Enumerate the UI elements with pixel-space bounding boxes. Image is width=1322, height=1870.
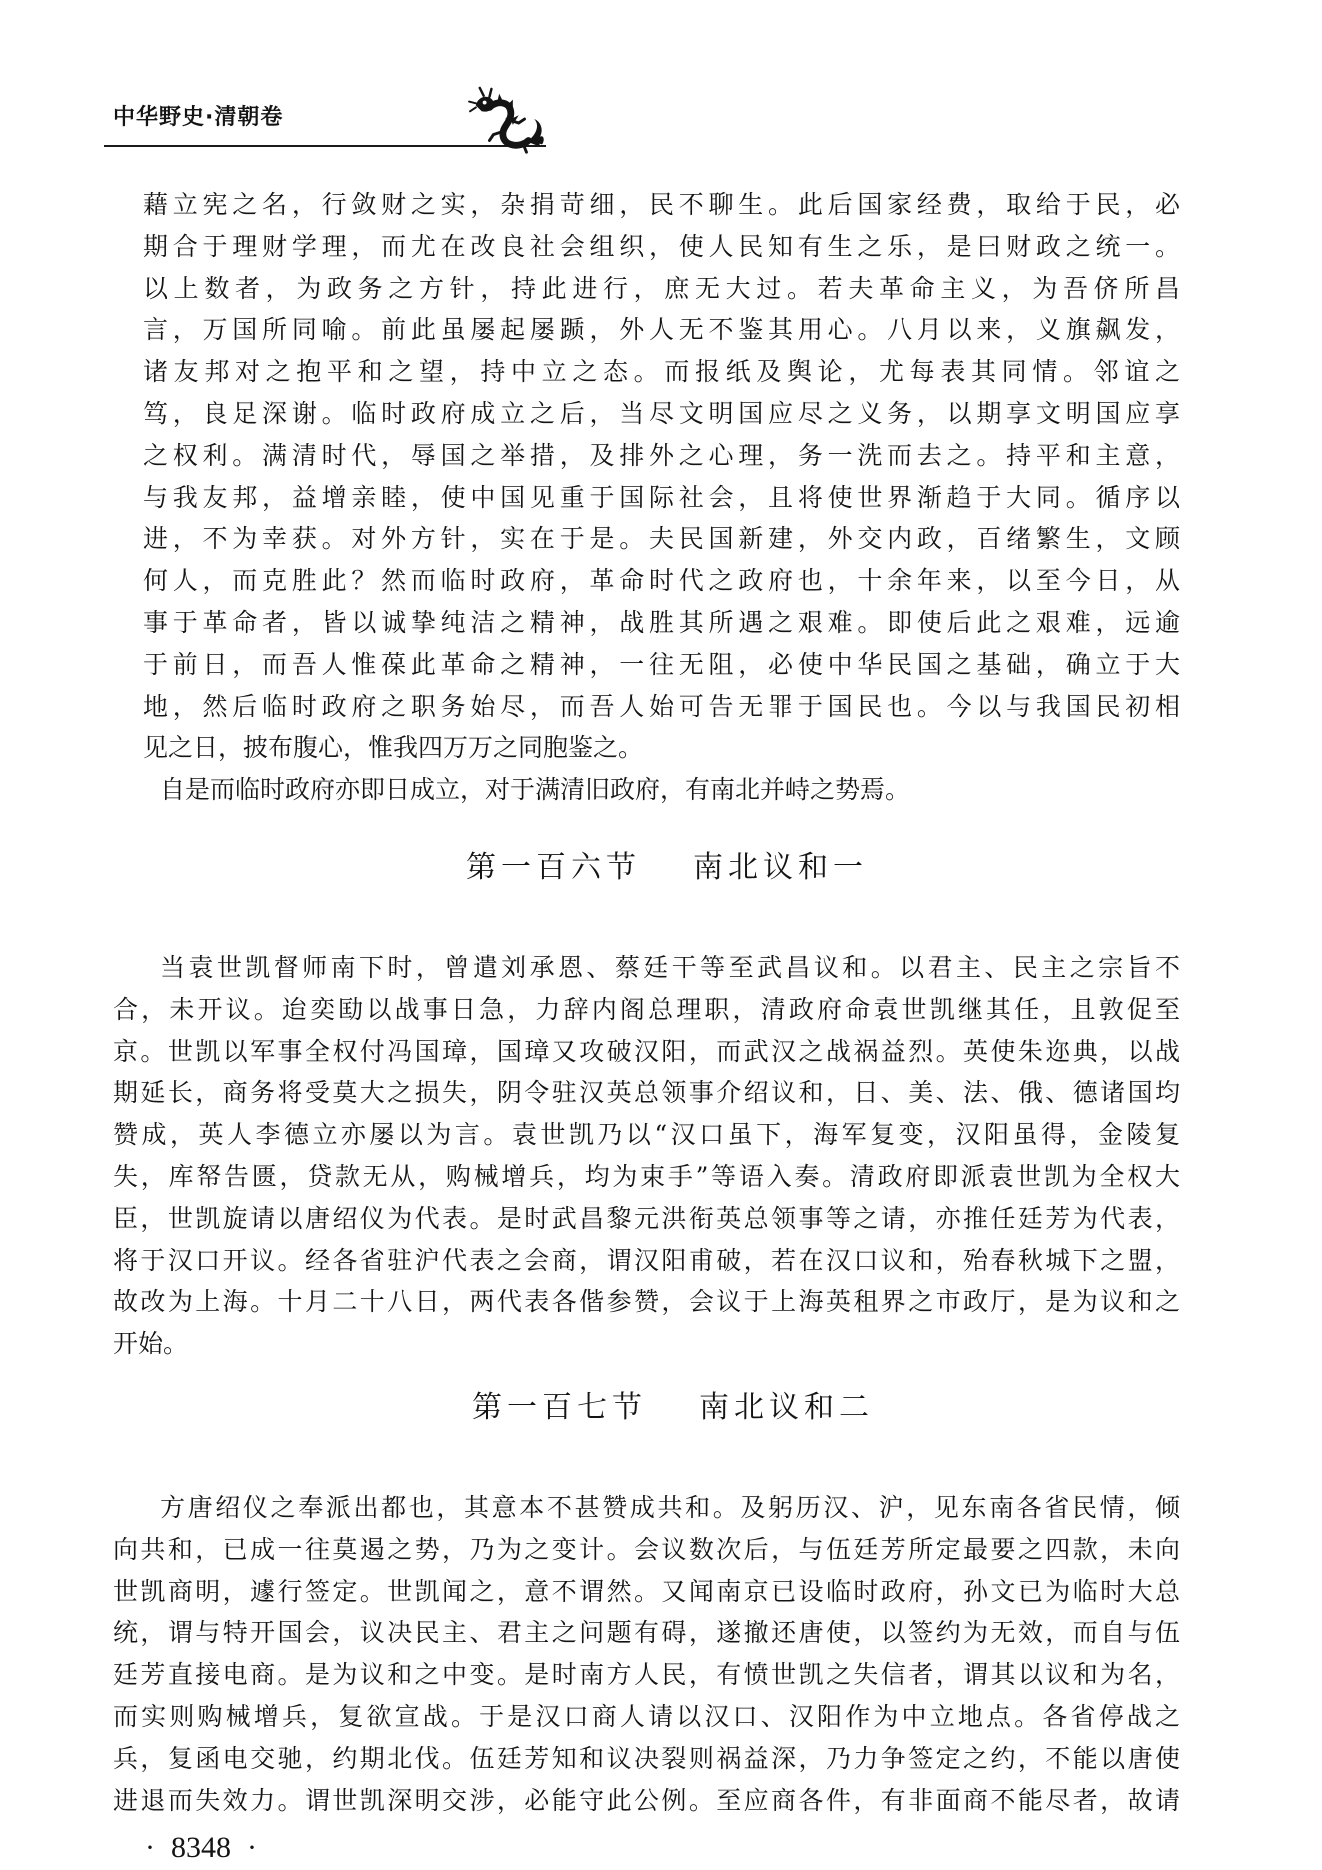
section-heading-106	[466, 848, 868, 888]
text-line: 自是而临时政府亦即日成立，对于满清旧政府，有南北并峙之势焉。	[160, 775, 911, 804]
text-line: 开始。	[113, 1329, 189, 1359]
narrative-paragraph	[160, 769, 1180, 811]
text-line: 与我友邦，益增亲睦，使中国见重于国际社会，且将使世界渐趋于大同。循序以	[143, 482, 1180, 512]
text-line: 言，万国所同喻。前此虽屡起屡踬，外人无不鉴其用心。八月以来，义旗飙发，	[143, 315, 1180, 345]
text-line: 赞成，英人李德立亦屡以为言。袁世凯乃以“汉口虽下，海军复变，汉阳虽得，金陵复	[113, 1120, 1180, 1150]
running-head-title: 中华野史·清朝卷	[113, 105, 284, 130]
dragon-icon	[468, 86, 546, 158]
text-line: 当袁世凯督师南下时，曾遣刘承恩、蔡廷干等至武昌议和。以君主、民主之宗旨不	[160, 953, 1180, 982]
text-line: 兵，复函电交驰，约期北伐。伍廷芳知和议决裂则祸益深，乃力争签定之约，不能以唐使	[113, 1743, 1180, 1773]
text-line: 进，不为幸获。对外方针，实在于是。夫民国新建，外交内政，百绪繁生，文顾	[143, 524, 1180, 554]
section-107-paragraph	[113, 1487, 1180, 1821]
text-line: 地，然后临时政府之职务始尽，而吾人始可告无罪于国民也。今以与我国民初相	[143, 691, 1180, 721]
text-line: 失，库帑告匮，贷款无从，购械增兵，均为束手”等语入奏。清政府即派袁世凯为全权大	[113, 1161, 1180, 1191]
text-line: 京。世凯以军事全权付冯国璋，国璋又攻破汉阳，而武汉之战祸益烈。英使朱迩典，以战	[113, 1036, 1180, 1066]
text-line: 廷芳直接电商。是为议和之中变。是时南方人民，有愤世凯之失信者，谓其以议和为名，	[113, 1660, 1180, 1690]
text-line: 于前日，而吾人惟葆此革命之精神，一往无阻，必使中华民国之基础，确立于大	[143, 649, 1180, 679]
text-line: 见之日，披布腹心，惟我四万万之同胞鉴之。	[143, 733, 644, 763]
section-title: 南北议和二	[699, 1390, 874, 1425]
page-number-ornament: ·	[145, 1831, 155, 1864]
text-line: 合，未开议。迨奕劻以战事日急，力辞内阁总理职，清政府命袁世凯继其任，且敦促至	[113, 994, 1180, 1024]
section-heading-107	[472, 1388, 874, 1428]
text-line: 以上数者，为政务之方针，持此进行，庶无大过。若夫革命主义，为吾侪所昌	[143, 273, 1180, 303]
text-line: 故改为上海。十月二十八日，两代表各偕参赞，会议于上海英租界之市政厅，是为议和之	[113, 1287, 1180, 1317]
section-title: 南北议和一	[693, 850, 868, 885]
text-line: 藉立宪之名，行敛财之实，杂捐苛细，民不聊生。此后国家经费，取给于民，必	[143, 190, 1180, 219]
text-line: 诸友邦对之抱平和之望，持中立之态。而报纸及舆论，尤每表其同情。邻谊之	[143, 357, 1180, 387]
text-line: 期合于理财学理，而尤在改良社会组织，使人民知有生之乐，是曰财政之统一。	[143, 231, 1180, 261]
text-line: 何人，而克胜此？然而临时政府，革命时代之政府也，十余年来，以至今日，从	[143, 566, 1180, 596]
text-line: 进退而失效力。谓世凯深明交涉，必能守此公例。至应商各件，有非面商不能尽者，故请	[113, 1785, 1180, 1815]
text-line: 之权利。满清时代，辱国之举措，及排外之心理，务一洗而去之。持平和主意，	[143, 440, 1180, 470]
page-number-ornament: ·	[247, 1831, 257, 1864]
text-line: 将于汉口开议。经各省驻沪代表之会商，谓汉阳甫破，若在汉口议和，殆春秋城下之盟，	[113, 1245, 1180, 1275]
text-line: 笃，良足深谢。临时政府成立之后，当尽文明国应尽之义务，以期享文明国应享	[143, 398, 1180, 428]
text-line: 臣，世凯旋请以唐绍仪为代表。是时武昌黎元洪衔英总领事等之请，亦推任廷芳为代表，	[113, 1203, 1180, 1233]
section-number: 第一百七节	[472, 1390, 647, 1425]
text-line: 统，谓与特开国会，议决民主、君主之问题有碍，遂撤还唐使，以签约为无效，而自与伍	[113, 1618, 1180, 1648]
section-number: 第一百六节	[466, 850, 641, 885]
text-line: 向共和，已成一往莫遏之势，乃为之变计。会议数次后，与伍廷芳所定最要之四款，未向	[113, 1534, 1180, 1564]
page-number-value: 8348	[171, 1831, 231, 1864]
proclamation-block	[143, 184, 1180, 769]
text-line: 期延长，商务将受莫大之损失，阴令驻汉英总领事介绍议和，日、美、法、俄、德诸国均	[113, 1078, 1180, 1108]
text-line: 方唐绍仪之奉派出都也，其意本不甚赞成共和。及躬历汉、沪，见东南各省民情，倾	[160, 1493, 1180, 1522]
page-number	[145, 1830, 257, 1866]
section-106-paragraph	[113, 947, 1180, 1365]
text-line: 而实则购械增兵，复欲宣战。于是汉口商人请以汉口、汉阳作为中立地点。各省停战之	[113, 1701, 1180, 1731]
text-line: 世凯商明，遽行签定。世凯闻之，意不谓然。又闻南京已设临时政府，孙文已为临时大总	[113, 1576, 1180, 1606]
text-line: 事于革命者，皆以诚挚纯洁之精神，战胜其所遇之艰难。即使后此之艰难，远逾	[143, 607, 1180, 637]
